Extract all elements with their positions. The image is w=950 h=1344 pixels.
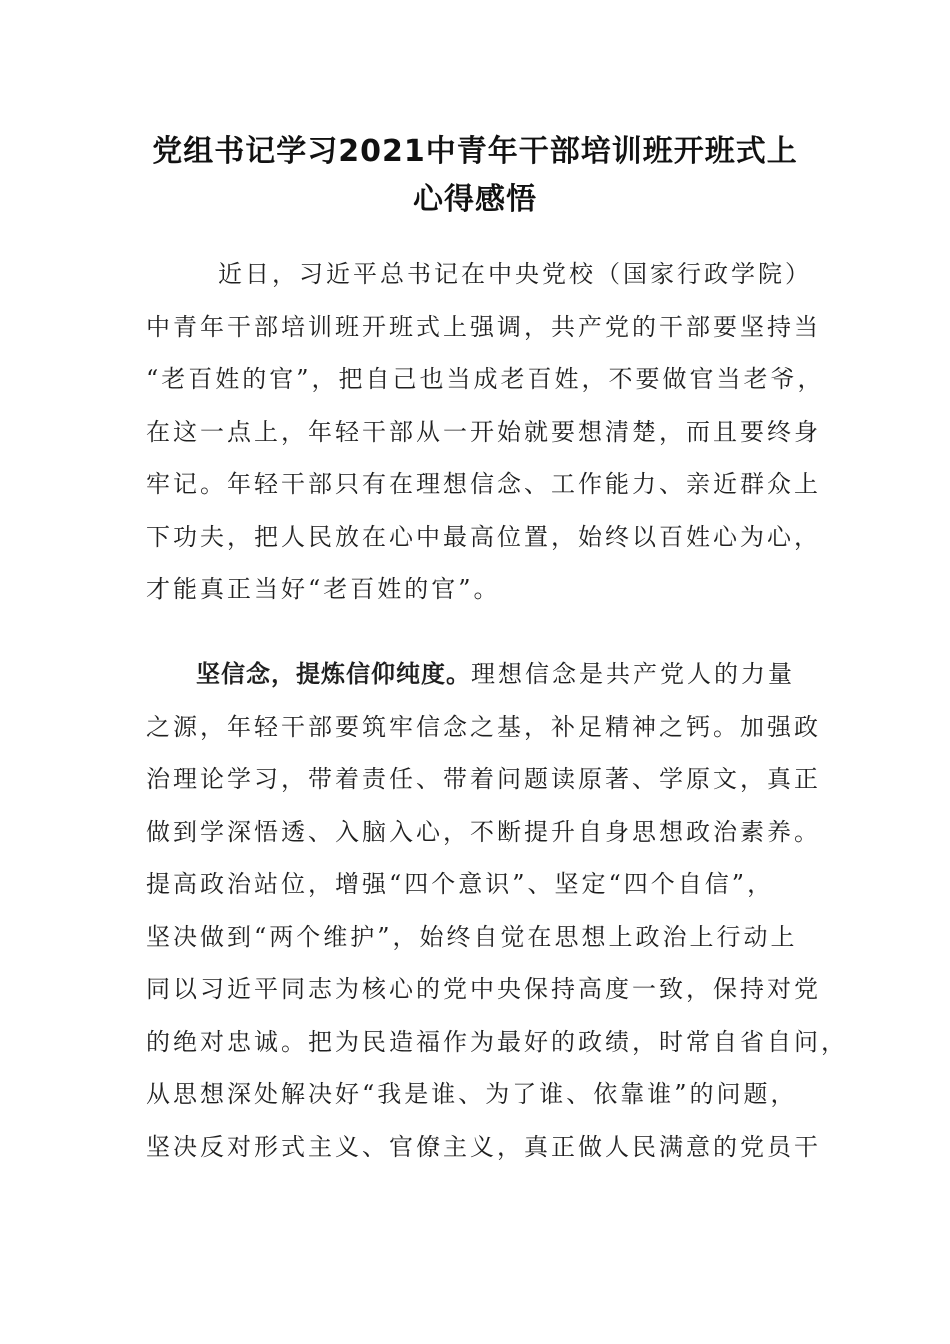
text-line: 从思想深处解决好“我是谁、为了谁、依靠谁”的问题， <box>146 1080 798 1108</box>
text-line: 下功夫，把人民放在心中最高位置，始终以百姓心为心， <box>146 522 821 551</box>
paragraph-conviction <box>146 648 848 1173</box>
text-line: 坚决做到“两个维护”，始终自觉在思想上政治上行动上 <box>146 922 798 951</box>
section-heading: 坚信念，提炼信仰纯度。 <box>196 660 471 688</box>
text-line <box>146 648 796 701</box>
text-line: “老百姓的官”，把自己也当成老百姓，不要做官当老爷， <box>146 365 825 393</box>
title-line-1: 党组书记学习2021中青年干部培训班开班式上 <box>152 134 798 169</box>
text-line: 坚决反对形式主义、官僚主义，真正做人民满意的党员干 <box>146 1132 821 1161</box>
text-fragment: 理想信念是共产党人的力量 <box>471 660 795 688</box>
text-line: 在这一点上，年轻干部从一开始就要想清楚，而且要终身 <box>146 417 821 446</box>
document-title <box>140 128 810 224</box>
text-line: 才能真正当好“老百姓的官”。 <box>146 575 501 603</box>
text-line: 之源，年轻干部要筑牢信念之基，补足精神之钙。加强政 <box>146 712 821 741</box>
text-line: 牢记。年轻干部只有在理想信念、工作能力、亲近群众上 <box>146 470 821 498</box>
title-line-2: 心得感悟 <box>413 182 537 217</box>
text-line: 中青年干部培训班开班式上强调，共产党的干部要坚持当 <box>146 312 821 341</box>
text-line: 提高政治站位，增强“四个意识”、坚定“四个自信”， <box>146 870 775 898</box>
text-line: 做到学深悟透、入脑入心，不断提升自身思想政治素养。 <box>146 817 821 846</box>
text-line: 近日，习近平总书记在中央党校（国家行政学院） <box>218 260 812 288</box>
text-line: 治理论学习，带着责任、带着问题读原著、学原文，真正 <box>146 765 821 793</box>
text-line: 同以习近平同志为核心的党中央保持高度一致，保持对党 <box>146 975 821 1003</box>
paragraph-intro <box>146 248 825 616</box>
text-line: 的绝对忠诚。把为民造福作为最好的政绩，时常自省自问， <box>146 1027 848 1056</box>
